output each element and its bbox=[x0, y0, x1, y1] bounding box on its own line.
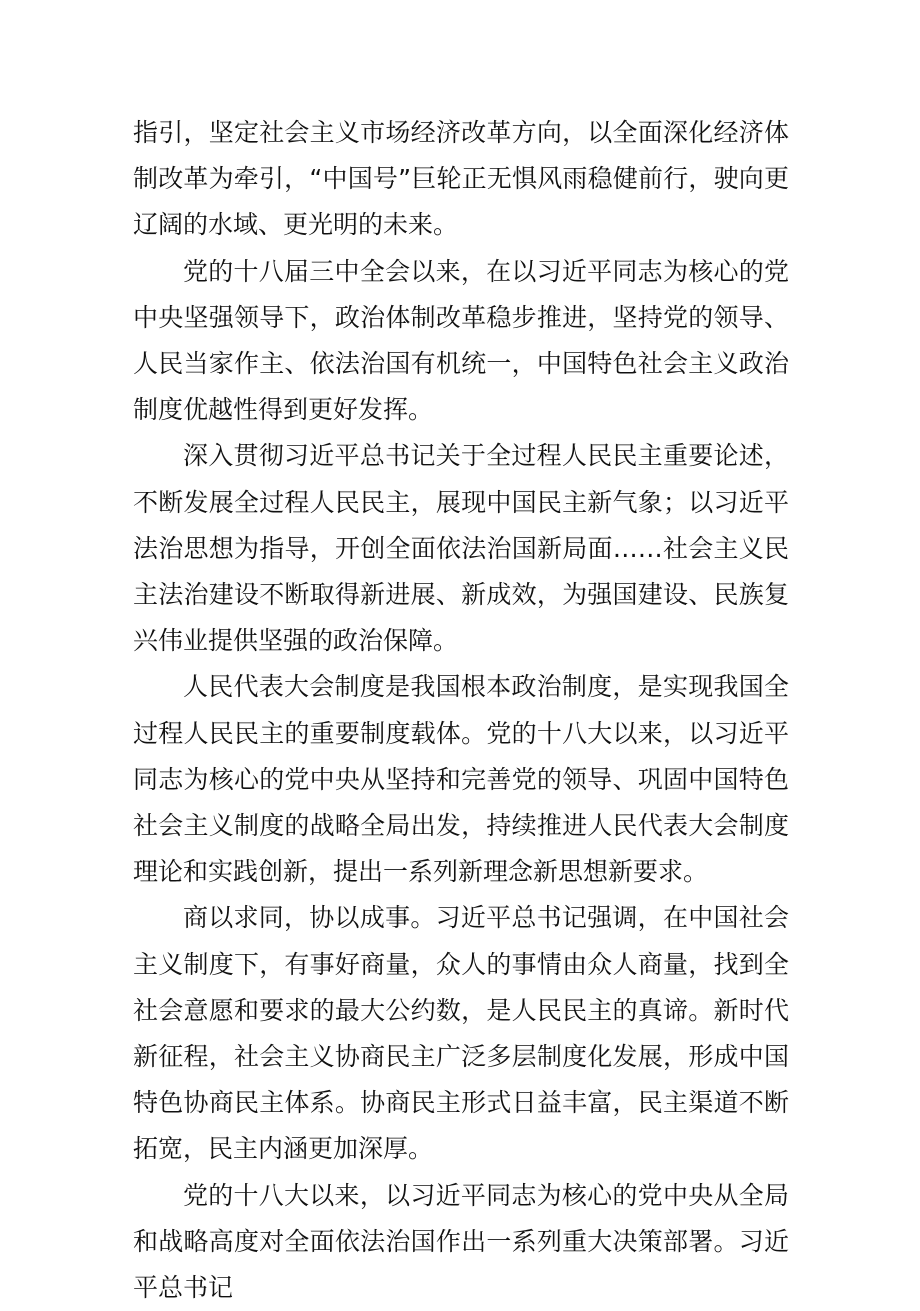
body-text bbox=[133, 110, 789, 1311]
paragraph-6: 党的十八大以来，以习近平同志为核心的党中央从全局和战略高度对全面依法治国作出一系列重大决策部署。习近平总书记 bbox=[133, 1180, 789, 1303]
paragraph-4: 人民代表大会制度是我国根本政治制度，是实现我国全过程人民民主的重要制度载体。党的十八大以来，以习近平同志为核心的党中央从坚持和完善党的领导、巩固中国特色社会主义制度的战略全局出发，持续推进人民代表大会制度理论和实践创新，提出一系列新理念新思想新要求。 bbox=[133, 672, 789, 887]
paragraph-1: 指引，坚定社会主义市场经济改革方向，以全面深化经济体制改革为牵引，“中国号”巨轮正无惧风雨稳健前行，驶向更辽阔的水域、更光明的未来。 bbox=[133, 118, 789, 240]
paragraph-3: 深入贯彻习近平总书记关于全过程人民民主重要论述，不断发展全过程人民民主，展现中国民主新气象；以习近平法治思想为指导，开创全面依法治国新局面……社会主义民主法治建设不断取得新进展、新成效，为强国建设、民族复兴伟业提供坚强的政治保障。 bbox=[133, 441, 789, 656]
paragraph-2: 党的十八届三中全会以来，在以习近平同志为核心的党中央坚强领导下，政治体制改革稳步推进，坚持党的领导、人民当家作主、依法治国有机统一，中国特色社会主义政治制度优越性得到更好发挥。 bbox=[133, 256, 789, 425]
paragraph-5: 商以求同，协以成事。习近平总书记强调，在中国社会主义制度下，有事好商量，众人的事情由众人商量，找到全社会意愿和要求的最大公约数，是人民民主的真谛。新时代新征程，社会主义协商民主广泛多层制度化发展，形成中国特色协商民主体系。协商民主形式日益丰富，民主渠道不断拓宽，民主内涵更加深厚。 bbox=[133, 903, 789, 1164]
